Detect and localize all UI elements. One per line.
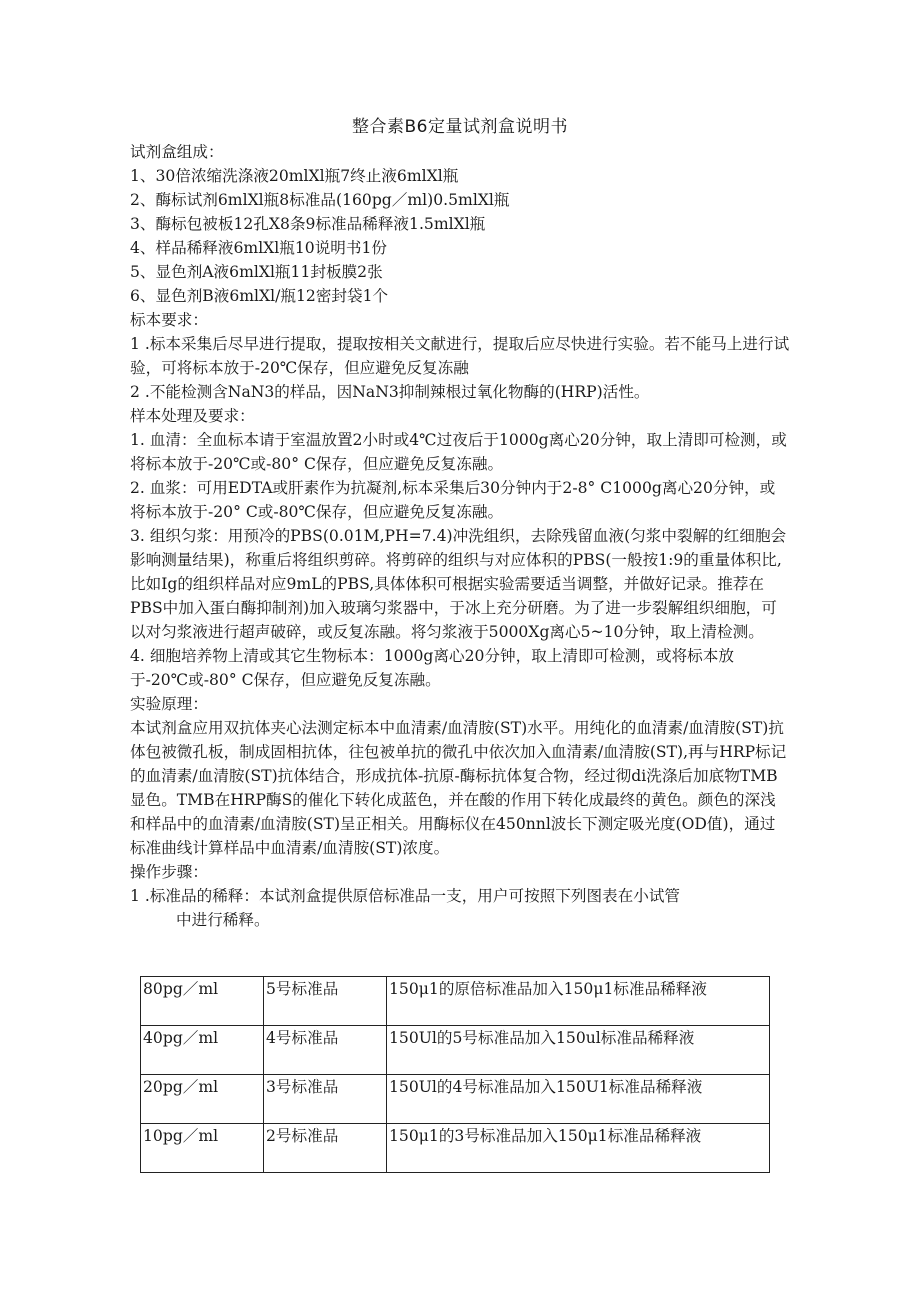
kit-line: 3、酶标包被板12孔X8条9标准品稀释液1.5mlXl瓶 (130, 215, 486, 233)
kit-heading: 试剂盒组成： (130, 143, 224, 161)
standard-label-cell: 3号标准品 (264, 1075, 387, 1124)
table-row (141, 1026, 770, 1075)
standard-label-cell: 2号标准品 (264, 1124, 387, 1173)
table-row (141, 977, 770, 1026)
table-row (141, 1075, 770, 1124)
kit-line: 5、显色剂A液6mlXl瓶11封板膜2张 (130, 263, 383, 281)
procedure-heading: 操作步骤： (130, 863, 208, 881)
standard-label-cell: 4号标准品 (264, 1026, 387, 1075)
kit-line: 4、样品稀释液6mlXl瓶10说明书1份 (130, 239, 388, 257)
kit-line: 1、30倍浓缩洗涤液20mlXl瓶7终止液6mlXl瓶 (130, 167, 459, 185)
specimen-heading: 标本要求： (130, 311, 208, 329)
standard-label-cell: 5号标准品 (264, 977, 387, 1026)
procedure-step-1-cont: 中进行稀释。 (176, 911, 270, 929)
processing-line-plasma: 2. 血浆：可用EDTA或肝素作为抗凝剂,标本采集后30分钟内于2-8° C1000g离心20分钟，或将标本放于-20° C或-80℃保存，但应避免反复冻融。 (130, 479, 776, 521)
document-title: 整合素B6定量试剂盒说明书 (352, 117, 568, 137)
description-cell: 150Ul的5号标准品加入150ul标准品稀释液 (387, 1026, 770, 1075)
description-cell: 150μ1的原倍标准品加入150μ1标准品稀释液 (387, 977, 770, 1026)
dilution-table (140, 976, 770, 1173)
table-row (141, 1124, 770, 1173)
document-body (130, 140, 790, 932)
specimen-line: 2 .不能检测含NaN3的样品，因NaN3抑制辣根过氧化物酶的(HRP)活性。 (130, 383, 650, 401)
concentration-cell: 10pg／ml (141, 1124, 264, 1173)
principle-text: 本试剂盒应用双抗体夹心法测定标本中血清素/血清胺(ST)水平。用纯化的血清素/血清胺(ST)抗体包被微孔板，制成固相抗体，往包被单抗的微孔中依次加入血清素/血清胺(ST),再与HRP标记的血清素/血清胺(ST)抗体结合，形成抗体-抗原-酶标抗体复合物，经过彻di洗涤后加底物TMB显色。TMB在HRP酶S的催化下转化成蓝色，并在酸的作用下转化成最终的黄色。颜色的深浅和样品中的血清素/血清胺(ST)呈正相关。用酶标仪在450nnl波长下测定吸光度(OD值)，通过标准曲线计算样品中血清素/血清胺(ST)浓度。 (130, 719, 787, 857)
concentration-cell: 40pg／ml (141, 1026, 264, 1075)
processing-heading: 样本处理及要求： (130, 407, 255, 425)
specimen-line: 1 .标本采集后尽早进行提取，提取按相关文献进行，提取后应尽快进行实验。若不能马上进行试验，可将标本放于-20℃保存，但应避免反复冻融 (130, 335, 790, 377)
processing-line-tissue: 3. 组织匀浆：用预冷的PBS(0.01M,PH=7.4)冲洗组织，去除残留血液(匀浆中裂解的红细胞会影响测量结果)，称重后将组织剪碎。将剪碎的组织与对应体积的PBS(一般按1:9的重量体积比,比如Ig的组织样品对应9mL的PBS,具体体积可根据实验需要适当调整，并做好记录。推荐在PBS中加入蛋白酶抑制剂)加入玻璃匀浆器中，于冰上充分研磨。为了进一步裂解组织细胞，可以对匀浆液进行超声破碎，或反复冻融。将匀浆液于5000Xg离心5~10分钟，取上清检测。 (130, 527, 787, 641)
description-cell: 150Ul的4号标准品加入150U1标准品稀释液 (387, 1075, 770, 1124)
concentration-cell: 80pg／ml (141, 977, 264, 1026)
procedure-step-1: 1 .标准品的稀释：本试剂盒提供原倍标准品一支，用户可按照下列图表在小试管 (130, 887, 681, 905)
description-cell: 150μ1的3号标准品加入150μ1标准品稀释液 (387, 1124, 770, 1173)
kit-line: 6、显色剂B液6mlXl/瓶12密封袋1个 (130, 287, 389, 305)
processing-line-serum: 1. 血清：全血标本请于室温放置2小时或4℃过夜后于1000g离心20分钟，取上清即可检测，或将标本放于-20℃或-80° C保存，但应避免反复冻融。 (130, 431, 787, 473)
principle-heading: 实验原理： (130, 695, 208, 713)
concentration-cell: 20pg／ml (141, 1075, 264, 1124)
processing-line-culture: 4. 细胞培养物上清或其它生物标本：1000g离心20分钟，取上清即可检测，或将标本放于-20℃或-80° C保存，但应避免反复冻融。 (130, 647, 734, 689)
kit-line: 2、酶标试剂6mlXl瓶8标准品(160pg／ml)0.5mlXl瓶 (130, 191, 510, 209)
